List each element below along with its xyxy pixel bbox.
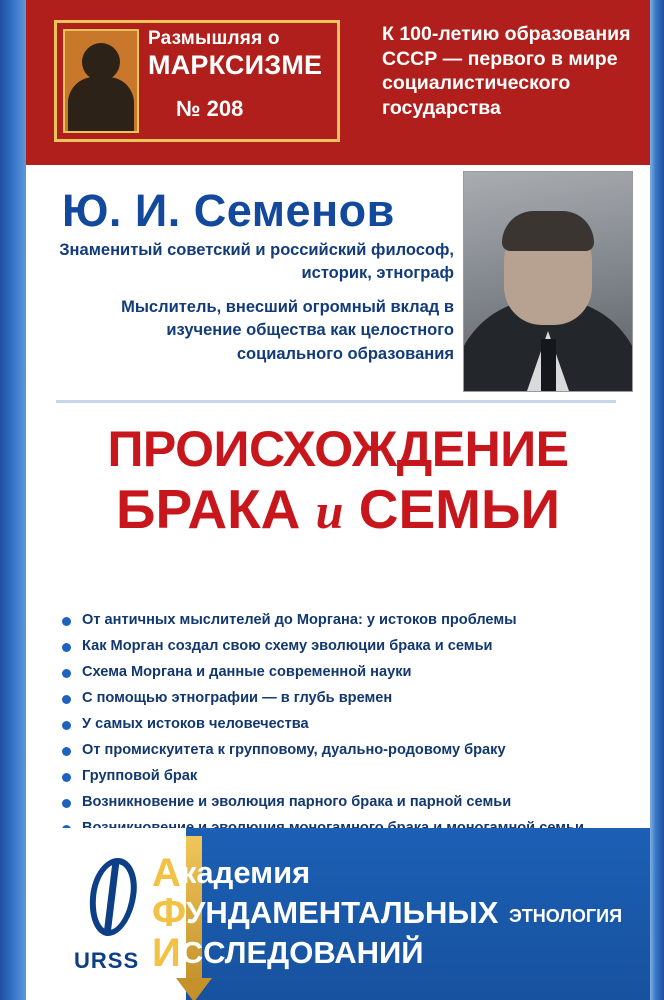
- arrow-tip: [176, 978, 212, 1000]
- author-description-line2: Мыслитель, внесший огромный вклад в изучение общества как целостного социального образования: [121, 297, 454, 363]
- list-item-label: Возникновение и эволюция парного брака и парной семьи: [82, 794, 512, 810]
- book-title-word-brak: БРАКА: [115, 478, 301, 540]
- publisher-line2: [152, 891, 499, 936]
- portrait-head-shape: [82, 43, 120, 81]
- list-item-label: У самых истоков человечества: [82, 716, 309, 732]
- bullet-icon: [62, 799, 71, 808]
- book-title-line1: ПРОИСХОЖДЕНИЕ: [107, 421, 569, 477]
- publisher-band: [26, 828, 650, 1000]
- title-block: [26, 400, 650, 600]
- book-title: [26, 421, 650, 540]
- bullet-icon: [62, 747, 71, 756]
- photo-hair: [502, 211, 594, 251]
- author-name: Ю. И. Семенов: [62, 185, 395, 236]
- list-item-label: Групповой брак: [82, 768, 198, 784]
- series-number: № 208: [176, 96, 244, 121]
- publisher-line2-cap: Ф: [152, 891, 187, 936]
- list-item-label: Схема Моргана и данные современной науки: [82, 664, 412, 680]
- publisher-line3-cap: И: [152, 931, 181, 976]
- publisher-line1-cap: А: [152, 851, 181, 895]
- author-description: [56, 239, 454, 366]
- list-item: [62, 664, 642, 682]
- bullet-icon: [62, 643, 71, 652]
- publisher-line1: [152, 851, 498, 895]
- list-item: [62, 768, 642, 786]
- photo-tie: [541, 339, 556, 391]
- book-title-word-and: и: [315, 483, 344, 539]
- bullet-icon: [62, 695, 71, 704]
- list-item-label: Как Морган создал свою схему эволюции брака и семьи: [82, 638, 493, 654]
- series-title-line1: Размышляя о: [148, 28, 280, 49]
- left-decorative-bar: [0, 0, 26, 1000]
- series-portrait-icon: [63, 29, 139, 133]
- book-title-line2: [26, 478, 650, 540]
- list-item: [62, 690, 642, 708]
- publisher-line3-rest: ССЛЕДОВАНИЙ: [180, 935, 424, 971]
- list-item: [62, 612, 642, 630]
- bullet-icon: [62, 617, 71, 626]
- portrait-body-shape: [68, 77, 134, 133]
- publisher-line1-rest: кадемия: [180, 855, 311, 890]
- author-photo: [463, 171, 633, 392]
- list-item: [62, 716, 642, 734]
- discipline-label: ЭТНОЛОГИЯ: [508, 906, 622, 926]
- author-block: [26, 165, 650, 405]
- book-title-word-semi: СЕМЬИ: [358, 478, 561, 540]
- list-item-label: От античных мыслителей до Моргана: у истоков проблемы: [82, 612, 517, 628]
- series-title-line2: МАРКСИЗМЕ: [148, 50, 323, 81]
- publisher-name: [152, 851, 499, 976]
- urss-logo-icon: [82, 858, 146, 942]
- list-item: [62, 638, 642, 656]
- list-item-label: От промискуитета к групповому, дуально-родовому браку: [82, 742, 506, 758]
- publisher-line3: [152, 931, 498, 976]
- series-block: [26, 0, 356, 165]
- contents-list: [62, 612, 642, 846]
- publisher-line2-rest: УНДАМЕНТАЛЬНЫХ: [186, 895, 499, 931]
- anniversary-badge: К 100-летию образования СССР — первого в мире социалистического государства: [382, 23, 631, 119]
- list-item: [62, 742, 642, 760]
- urss-wordmark: URSS: [74, 948, 140, 973]
- bullet-icon: [62, 721, 71, 730]
- right-decorative-bar: [650, 0, 664, 1000]
- header-band: [26, 0, 650, 165]
- list-item: [62, 794, 642, 812]
- list-item-label: С помощью этнографии — в глубь времен: [82, 690, 393, 706]
- bullet-icon: [62, 669, 71, 678]
- bullet-icon: [62, 773, 71, 782]
- author-description-line1: Знаменитый советский и российский философ, историк, этнограф: [59, 241, 454, 283]
- series-title: [148, 28, 336, 81]
- title-divider: [56, 400, 616, 403]
